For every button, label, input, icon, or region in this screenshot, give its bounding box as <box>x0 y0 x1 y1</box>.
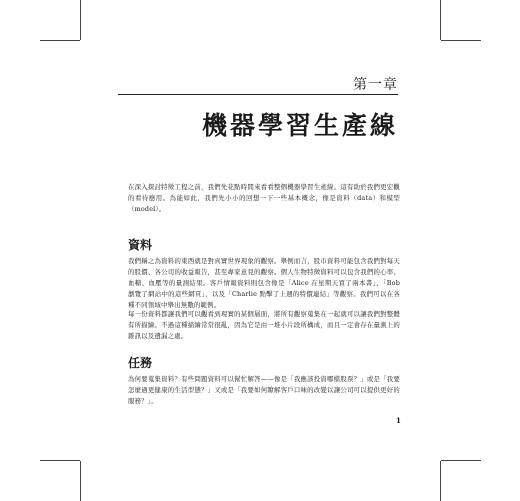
crop-mark-bottom-right-h <box>441 460 481 461</box>
page-number: 1 <box>396 416 401 425</box>
chapter-title: 機器學習生產線 <box>201 111 398 140</box>
crop-mark-top-left-v <box>80 0 81 40</box>
crop-mark-bottom-right-v <box>440 461 441 501</box>
chapter-label: 第一章 <box>353 77 398 93</box>
section-task-paragraph-1: 為何要蒐集資料？有些問題資料可以幫忙解答——像是「我應該投資哪檔股票？」或是「我要怎麼過更健康的生活型態？」又或是「我要如何瞭解客戶口味的改變以讓公司可以提供更好的服務？」。 <box>128 375 400 405</box>
crop-mark-top-left-h <box>40 40 80 41</box>
section-heading-task: 任務 <box>128 356 153 370</box>
intro-paragraph: 在深入探討特徵工程之前，我們先花點時間來看看整個機器學習生產線。這有助於我們更宏觀的看待應用。為能如此，我們先小小的回想一下一些基本概念，像是資料（data）和模型（model）。 <box>128 183 400 213</box>
crop-mark-bottom-left-v <box>80 461 81 501</box>
section-data-paragraph-1: 我們稱之為資料的東西就是對真實世界現象的觀察。舉例而言，股市資料可能包含我們對每天的股價、各公司的收益報告，甚至專家意見的觀察。個人生物特徵資料可以包含我們的心率、血糖、血壓等的量測結果。客戶情報資料則包含像是「Alice 在星期天買了兩本書」、「Bob 瀏覽了網站中的這些網頁」，以及「Charlie 點擊了上週的特價連結」等觀察。我們可以在各種不同領域中舉出無數的範例。 <box>128 257 400 309</box>
crop-mark-bottom-left-h <box>40 460 80 461</box>
crop-mark-top-right-h <box>441 40 481 41</box>
crop-mark-top-right-v <box>440 0 441 40</box>
section-heading-data: 資料 <box>128 238 153 252</box>
chapter-rule <box>118 94 398 95</box>
section-data-paragraph-2: 每一份資料都讓我們可以觀看到現實的某個層面，將所有觀察蒐集在一起就可以讓我們對整體有所描繪。不過這種描繪常常很亂，因為它是由一堆小片段所構成，而且一定會存在量測上的雜訊以及遺漏之處。 <box>128 310 400 340</box>
